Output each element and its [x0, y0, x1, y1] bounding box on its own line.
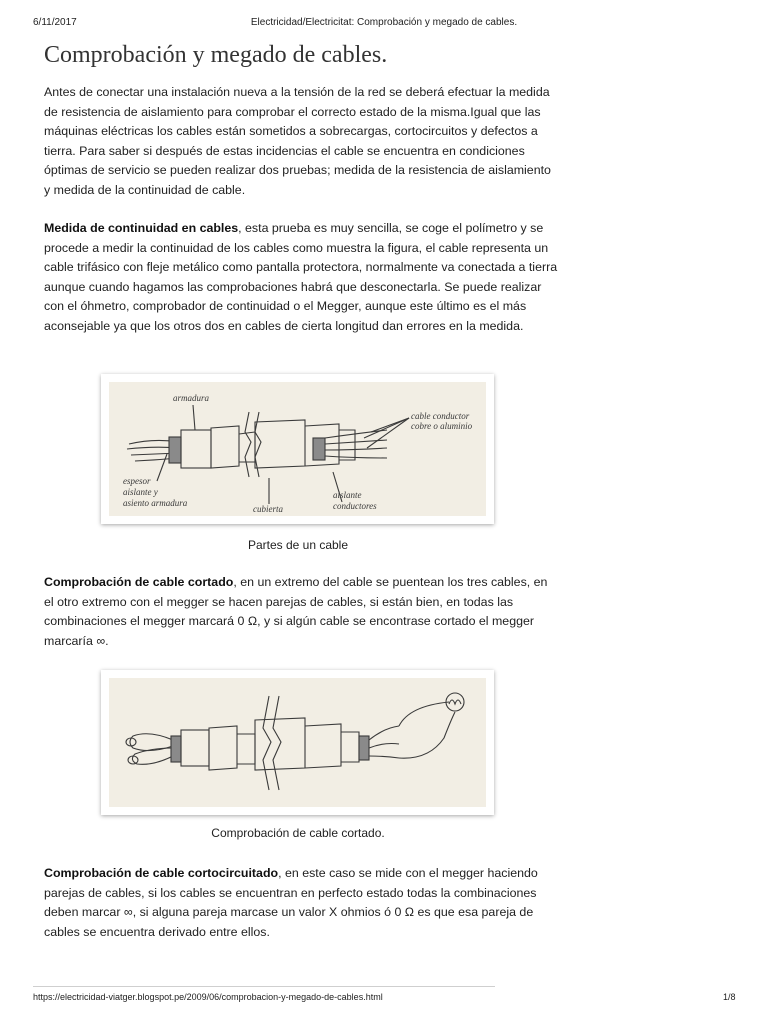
figure1-caption: Partes de un cable	[247, 538, 349, 552]
continuity-paragraph	[44, 219, 560, 336]
short-paragraph	[44, 864, 560, 942]
figure2-caption: Comprobación de cable cortado.	[211, 826, 385, 840]
label-conductor-2: cobre o aluminio	[411, 421, 473, 431]
continuity-heading: Medida de continuidad en cables	[44, 221, 239, 235]
print-footer-url[interactable]: https://electricidad-viatger.blogspot.pe/2009/06/comprobacion-y-megado-de-cables.html	[33, 992, 383, 1002]
print-header-date: 6/11/2017	[33, 17, 77, 28]
short-text: , en este caso se mide con el megger haciendo parejas de cables, si los cables se encuentran en perfecto estado todas la combinaciones deben marcar ∞, si alguna pareja marcase un valor X ohmios ó 0 Ω es que esa pareja de cables se encuentra derivado entre ellos.	[44, 866, 538, 939]
label-conductor-1: cable conductor	[411, 411, 470, 421]
cable-parts-drawing	[109, 382, 486, 516]
cut-cable-drawing	[109, 678, 486, 807]
label-aislante-2: conductores	[333, 501, 377, 511]
print-footer-page: 1/8	[723, 992, 736, 1002]
article-title: Comprobación y megado de cables.	[44, 42, 388, 68]
continuity-text: , esta prueba es muy sencilla, se coge el polímetro y se procede a medir la continuidad de los cables como muestra la figura, el cable representa un cable trifásico con fleje metálico como pantalla protectora, normalmente va conectada a tierra aunque cuando hagamos las comprobaciones habrá que desconectarla. Se puede realizar con el óhmetro, comprobador de continuidad o el Megger, aunque este último es el más aconsejable ya que los otros dos en cables de cierta longitud dan errores en la medida.	[44, 221, 558, 333]
cable-parts-figure	[101, 374, 494, 524]
label-cubierta: cubierta	[253, 504, 283, 514]
cut-text: , en un extremo del cable se puentean los tres cables, en el otro extremo con el megger se hacen parejas de cables, si están bien, en todas las combinaciones el megger marcará 0 Ω, y si algún cable se encontrase cortado el megger marcaría ∞.	[44, 575, 548, 648]
intro-paragraph: Antes de conectar una instalación nueva a la tensión de la red se deberá efectuar la medida de resistencia de aislamiento para comprobar el correcto estado de la misma.Igual que las máquinas eléctricas los cables están sometidos a sobrecargas, cortocircuitos y defectos a tierra. Para saber si después de estas incidencias el cable se encuentra en condiciones óptimas de servicio se pueden realizar dos pruebas; medida de la resistencia de aislamiento y medida de la continuidad de cable.	[44, 85, 551, 197]
footer-divider	[33, 986, 495, 987]
label-espesor-2: aislante y	[123, 487, 158, 497]
label-armadura: armadura	[173, 393, 210, 403]
label-espesor-1: espesor	[123, 476, 151, 486]
print-header	[0, 17, 768, 31]
print-header-title: Electricidad/Electricitat: Comprobación y megado de cables.	[250, 17, 518, 28]
cut-heading: Comprobación de cable cortado	[44, 575, 234, 589]
short-heading: Comprobación de cable cortocircuitado	[44, 866, 279, 880]
cut-paragraph	[44, 573, 560, 651]
label-aislante-1: aislante	[333, 490, 362, 500]
cut-cable-figure	[101, 670, 494, 815]
label-espesor-3: asiento armadura	[123, 498, 188, 508]
